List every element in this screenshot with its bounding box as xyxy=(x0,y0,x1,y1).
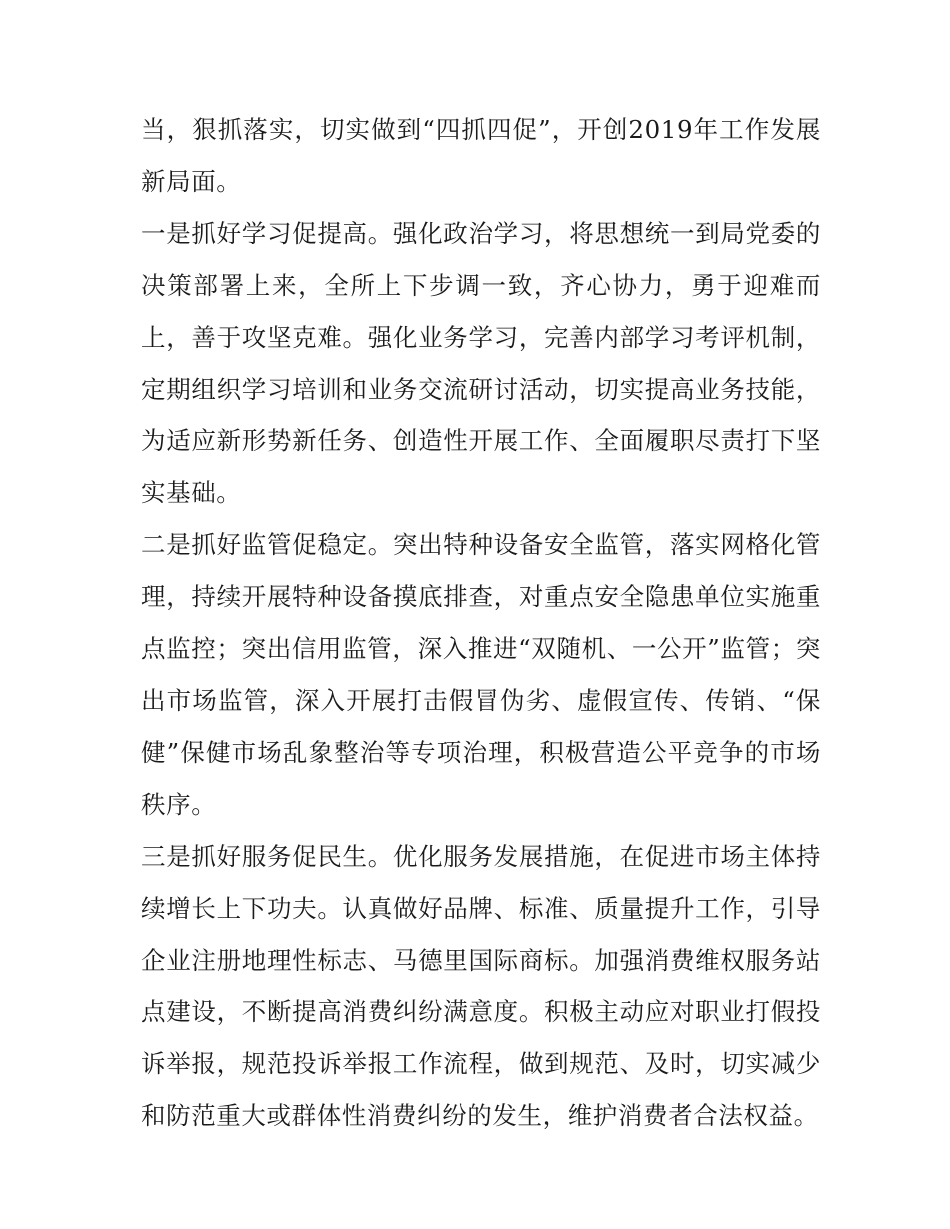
paragraph-study: 一是抓好学习促提高。强化政治学习，将思想统一到局党委的决策部署上来，全所上下步调一致，齐心协力，勇于迎难而上，善于攻坚克难。强化业务学习，完善内部学习考评机制，定期组织学习培训和业务交流研讨活动，切实提高业务技能，为适应新形势新任务、创造性开展工作、全面履职尽责打下坚实基础。 xyxy=(141,218,821,508)
paragraph-supervision: 二是抓好监管促稳定。突出特种设备安全监管，落实网格化管理，持续开展特种设备摸底排查，对重点安全隐患单位实施重点监控；突出信用监管，深入推进“双随机、一公开”监管；突出市场监管，深入开展打击假冒伪劣、虚假宣传、传销、“保健”保健市场乱象整治等专项治理，积极营造公平竞争的市场秩序。 xyxy=(141,530,821,819)
paragraph-service: 三是抓好服务促民生。优化服务发展措施，在促进市场主体持续增长上下功夫。认真做好品牌、标准、质量提升工作，引导企业注册地理性标志、马德里国际商标。加强消费维权服务站点建设，不断提高消费纠纷满意度。积极主动应对职业打假投诉举报，规范投诉举报工作流程，做到规范、及时，切实减少和防范重大或群体性消费纠纷的发生，维护消费者合法权益。 xyxy=(141,841,821,1131)
paragraph-continuation: 当，狠抓落实，切实做到“四抓四促”，开创2019年工作发展新局面。 xyxy=(141,115,821,196)
document-body xyxy=(141,104,821,1142)
